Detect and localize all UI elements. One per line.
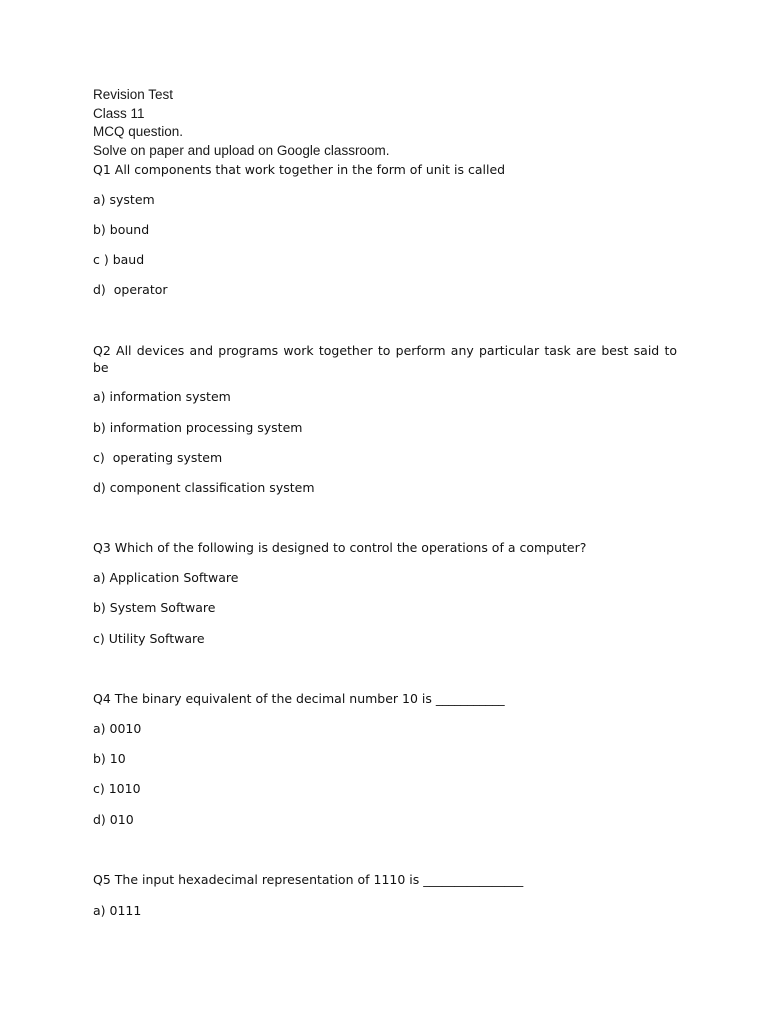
question-3-option-b: b) System Software bbox=[93, 600, 216, 615]
instructions: Solve on paper and upload on Google classroom. bbox=[93, 142, 390, 158]
question-2: Q2 All devices and programs work together to perform any particular task are best said to be bbox=[93, 343, 677, 375]
question-1: Q1 All components that work together in the form of unit is called bbox=[93, 162, 506, 177]
class-label: Class 11 bbox=[93, 105, 145, 121]
question-5-option-a: a) 0111 bbox=[93, 903, 142, 918]
question-5: Q5 The input hexadecimal representation of 1110 is ________________ bbox=[93, 872, 524, 887]
question-1-option-b: b) bound bbox=[93, 222, 150, 237]
question-4-option-c: c) 1010 bbox=[93, 781, 141, 796]
question-3-option-a: a) Application Software bbox=[93, 570, 239, 585]
question-2-option-b: b) information processing system bbox=[93, 420, 303, 435]
question-type-label: MCQ question. bbox=[93, 124, 184, 139]
question-3: Q3 Which of the following is designed to control the operations of a computer? bbox=[93, 540, 587, 555]
test-title: Revision Test bbox=[93, 87, 174, 102]
question-4: Q4 The binary equivalent of the decimal number 10 is ___________ bbox=[93, 691, 505, 706]
document-header bbox=[93, 86, 693, 160]
question-2-option-c: c) operating system bbox=[93, 450, 223, 465]
question-3-option-c: c) Utility Software bbox=[93, 631, 205, 646]
question-4-option-b: b) 10 bbox=[93, 751, 126, 766]
question-2-option-a: a) information system bbox=[93, 389, 231, 404]
question-4-option-d: d) 010 bbox=[93, 812, 134, 827]
question-1-option-c: c ) baud bbox=[93, 252, 145, 267]
question-1-option-a: a) system bbox=[93, 192, 155, 207]
question-1-option-d: d) operator bbox=[93, 282, 168, 297]
question-4-option-a: a) 0010 bbox=[93, 721, 142, 736]
question-2-option-d: d) component classification system bbox=[93, 480, 315, 495]
